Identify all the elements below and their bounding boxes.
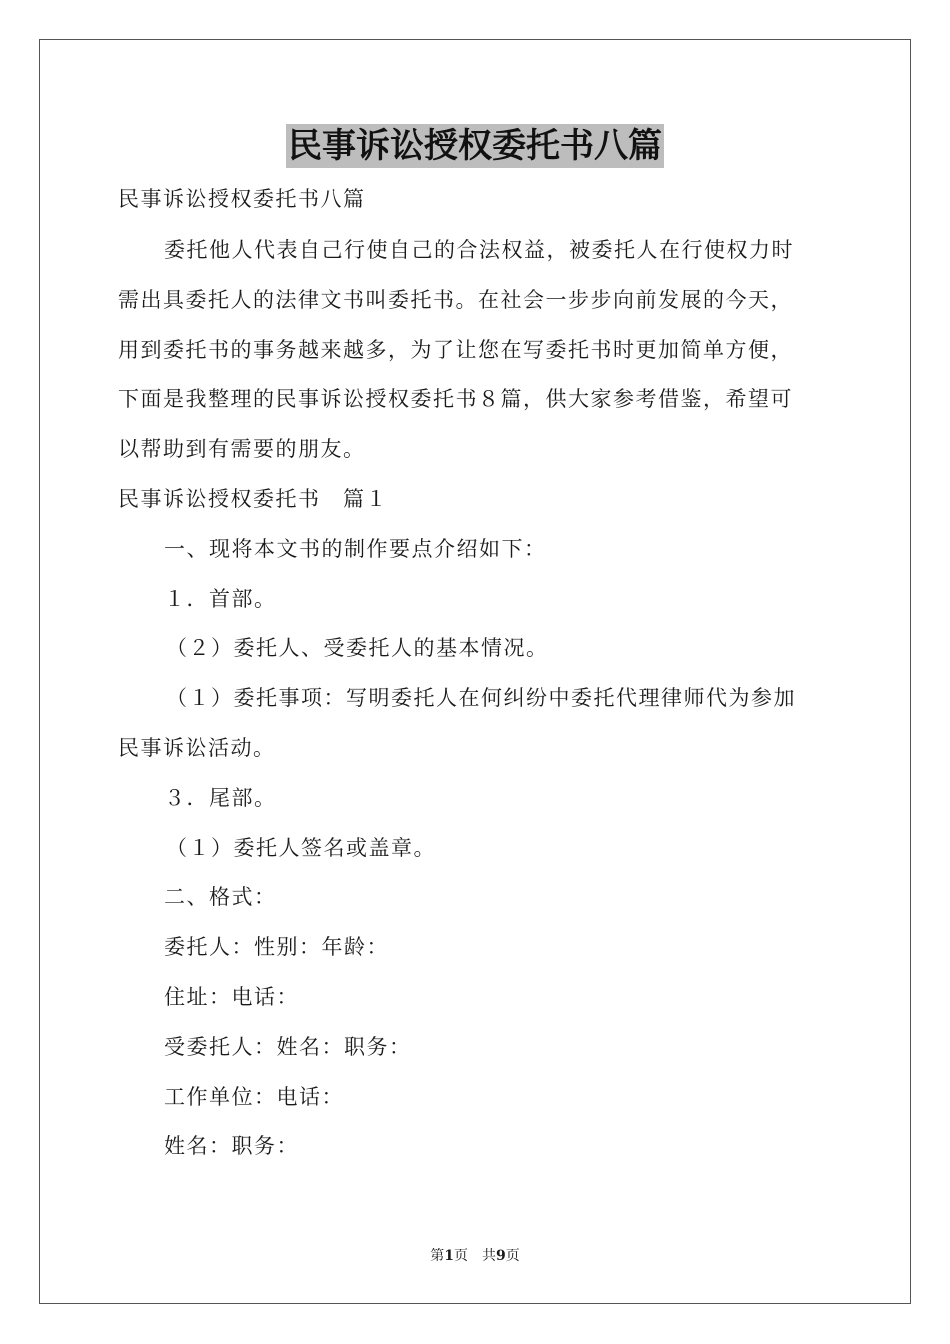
footer-page-mid: 页 共	[454, 1248, 496, 1264]
document-subtitle: 民事诉讼授权委托书八篇	[118, 187, 366, 211]
footer-page-number: 1	[444, 1248, 454, 1264]
body-line-4: （１）委托事项：写明委托人在何纠纷中委托代理律师代为参加	[166, 686, 796, 710]
body-line-5: 民事诉讼活动。	[118, 736, 276, 760]
page-footer	[0, 1246, 950, 1266]
body-line-7: （１）委托人签名或盖章。	[166, 836, 436, 860]
footer-page-suffix: 页	[505, 1248, 520, 1264]
body-line-12: 工作单位：电话：	[164, 1085, 344, 1109]
body-line-10: 住址：电话：	[164, 985, 299, 1009]
footer-page-total: 9	[496, 1248, 506, 1264]
body-line-9: 委托人：性别：年龄：	[164, 935, 389, 959]
body-line-1: 一、现将本文书的制作要点介绍如下：	[164, 537, 547, 561]
title-container	[0, 124, 950, 168]
body-line-8: 二、格式：	[164, 885, 277, 909]
intro-line-2: 需出具委托人的法律文书叫委托书。在社会一步步向前发展的今天，	[118, 288, 793, 312]
body-line-6: ３．尾部。	[164, 786, 277, 810]
body-line-3: （２）委托人、受委托人的基本情况。	[166, 636, 549, 660]
body-line-2: １．首部。	[164, 587, 277, 611]
document-title: 民事诉讼授权委托书八篇	[288, 126, 662, 166]
intro-line-3: 用到委托书的事务越来越多，为了让您在写委托书时更加简单方便，	[118, 338, 793, 362]
body-line-13: 姓名：职务：	[164, 1134, 299, 1158]
intro-line-5: 以帮助到有需要的朋友。	[118, 437, 366, 461]
intro-line-4: 下面是我整理的民事诉讼授权委托书８篇，供大家参考借鉴，希望可	[118, 387, 793, 411]
intro-line-1: 委托他人代表自己行使自己的合法权益，被委托人在行使权力时	[164, 238, 794, 262]
section-heading: 民事诉讼授权委托书 篇１	[118, 487, 388, 511]
body-line-11: 受委托人：姓名：职务：	[164, 1035, 412, 1059]
footer-page-prefix: 第	[430, 1248, 445, 1264]
page-border	[39, 39, 911, 1304]
